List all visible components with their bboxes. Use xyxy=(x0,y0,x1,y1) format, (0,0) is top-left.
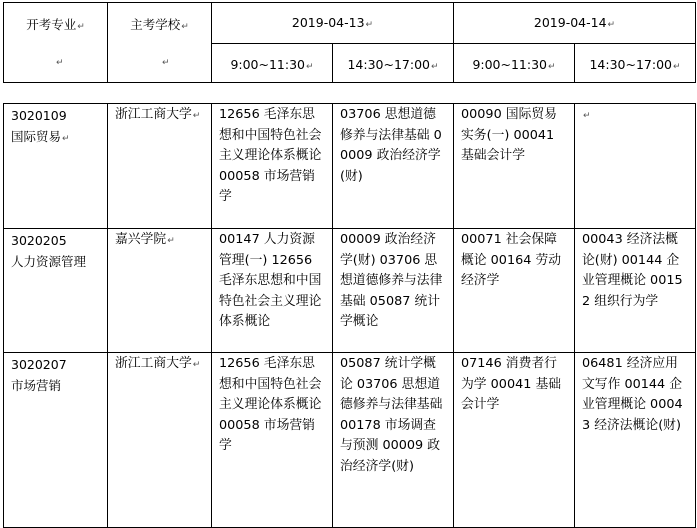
school-cell: 嘉兴学院↵ xyxy=(108,229,212,353)
header-major-label: 开考专业 xyxy=(26,17,77,32)
major-name: 国际贸易 xyxy=(11,129,62,144)
header-school-label: 主考学校 xyxy=(130,17,181,32)
exam-cell: 00009 政治经济学(财) 03706 思想道德修养与法律基础 05087 统计学概论 xyxy=(333,229,454,353)
date-1-label: 2019-04-13 xyxy=(291,15,365,30)
exam-cell: 00071 社会保障概论 00164 劳动经济学 xyxy=(454,229,575,353)
exam-cell: 12656 毛泽东思想和中国特色社会主义理论体系概论 00058 市场营销学 xyxy=(212,104,333,229)
major-code: 3020109 xyxy=(11,108,67,123)
time-slot-1: 9:00~11:30↵ xyxy=(212,44,333,83)
exam-cell: 12656 毛泽东思想和中国特色社会主义理论体系概论 00058 市场营销学 xyxy=(212,353,333,528)
exam-cell: 00147 人力资源管理(一) 12656 毛泽东思想和中国特色社会主义理论体系概论 xyxy=(212,229,333,353)
major-cell: 3020109 国际贸易↵ xyxy=(4,104,108,229)
header-major: 开考专业↵ ↵ xyxy=(4,3,108,83)
major-code: 3020207 xyxy=(11,357,67,372)
exam-cell: 00043 经济法概论(财) 00144 企业管理概论 00152 组织行为学 xyxy=(575,229,696,353)
major-code: 3020205 xyxy=(11,233,67,248)
header-school: 主考学校↵ ↵ xyxy=(108,3,212,83)
major-name: 人力资源管理 xyxy=(11,254,87,269)
exam-cell: 07146 消费者行为学 00041 基础会计学 xyxy=(454,353,575,528)
schedule-body xyxy=(3,103,696,528)
major-cell xyxy=(4,353,108,528)
exam-cell: 03706 思想道德修养与法律基础 00009 政治经济学(财) xyxy=(333,104,454,229)
schedule-header xyxy=(3,2,696,83)
exam-cell: ↵ xyxy=(575,104,696,229)
table-row xyxy=(4,353,696,528)
time-slot-2: 14:30~17:00↵ xyxy=(333,44,454,83)
exam-cell: 06481 经济应用文写作 00144 企业管理概论 00043 经济法概论(财) xyxy=(575,353,696,528)
major-name: 市场营销 xyxy=(11,378,62,393)
header-date-2: 2019-04-14↵ xyxy=(454,3,696,44)
school-cell: 浙江工商大学↵ xyxy=(108,353,212,528)
exam-cell: 05087 统计学概论 03706 思想道德修养与法律基础 00178 市场调查与预测 00009 政治经济学(财) xyxy=(333,353,454,528)
time-slot-3: 9:00~11:30↵ xyxy=(454,44,575,83)
school-cell: 浙江工商大学↵ xyxy=(108,104,212,229)
exam-cell: 00090 国际贸易实务(一) 00041 基础会计学 xyxy=(454,104,575,229)
header-date-1: 2019-04-13↵ xyxy=(212,3,454,44)
major-cell xyxy=(4,229,108,353)
date-2-label: 2019-04-14 xyxy=(533,15,607,30)
time-slot-4: 14:30~17:00↵ xyxy=(575,44,696,83)
table-row xyxy=(4,229,696,353)
table-row xyxy=(4,104,696,229)
